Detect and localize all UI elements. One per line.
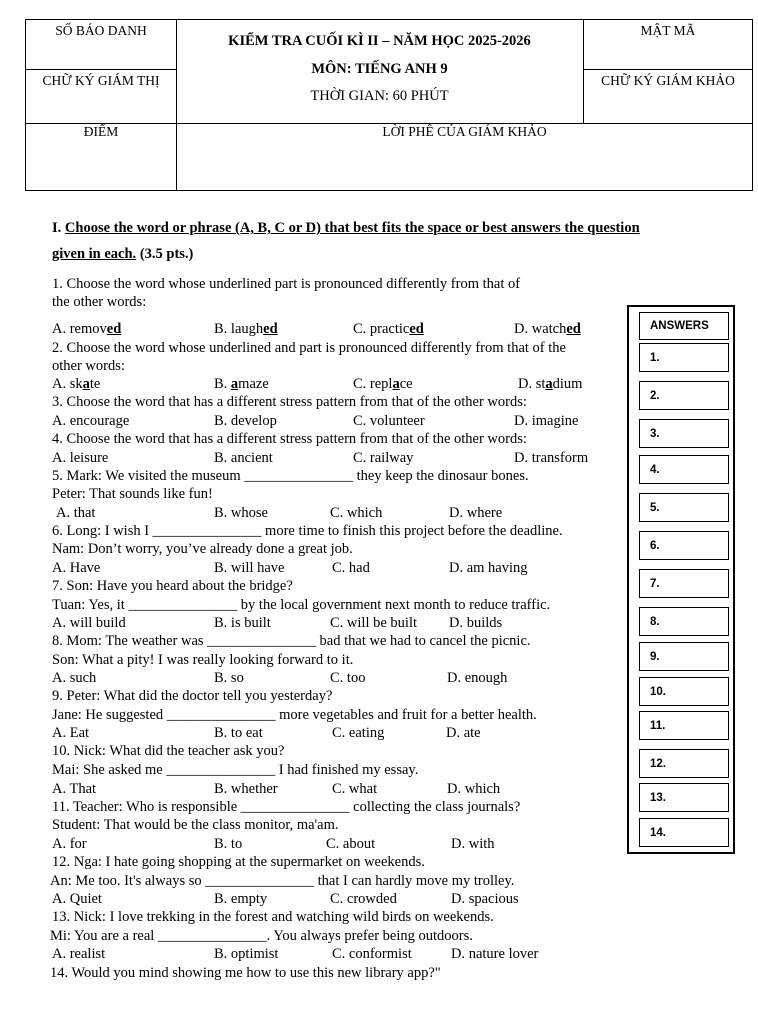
question-2-option-c: C. replace: [353, 376, 413, 392]
section-number: I.: [52, 220, 65, 236]
question-2-stem: 2. Choose the word whose underlined and part is pronounced differently from that of the: [52, 340, 566, 356]
question-12-option-b: B. empty: [214, 891, 268, 907]
question-4-option-b: B. ancient: [214, 450, 273, 466]
chu-ky-giam-thi-label: CHỮ KÝ GIÁM THỊ: [42, 73, 160, 88]
question-7-option-d: D. builds: [449, 615, 503, 631]
question-11-stem: 11. Teacher: Who is responsible _______________ collecting the class journals?: [52, 799, 521, 815]
question-13-stem: 13. Nick: I love trekking in the forest and watching wild birds on weekends.: [52, 909, 494, 925]
question-1-option-a: A. removed: [52, 321, 122, 337]
answer-slot-10[interactable]: 10.: [639, 677, 729, 706]
question-9-option-d: D. ate: [446, 725, 481, 741]
question-7-line2: Tuan: Yes, it _______________ by the local government next month to reduce traffic.: [52, 597, 551, 613]
question-8-line2: Son: What a pity! I was really looking forward to it.: [52, 652, 354, 668]
section-instruction-cont: [52, 246, 193, 263]
question-6-line2: Nam: Don’t worry, you’ve already done a great job.: [52, 541, 353, 557]
question-4-option-a: A. leisure: [52, 450, 109, 466]
question-7-option-b: B. is built: [214, 615, 271, 631]
answer-slot-1[interactable]: 1.: [639, 343, 729, 372]
question-5-option-d: D. where: [449, 505, 503, 521]
question-2-option-a: A. skate: [52, 376, 101, 392]
question-13-line2: Mi: You are a real _______________. You always prefer being outdoors.: [50, 928, 473, 944]
answer-slot-4[interactable]: 4.: [639, 455, 729, 484]
question-12-option-c: C. crowded: [330, 891, 397, 907]
section-instruction-line2: given in each.: [52, 246, 137, 262]
answer-slot-2[interactable]: 2.: [639, 381, 729, 410]
question-2-stem-cont: other words:: [52, 358, 125, 374]
question-11-option-d: D. with: [451, 836, 495, 852]
exam-header-table: [25, 19, 753, 191]
time-label: THỜI GIAN: 60 PHÚT: [310, 88, 449, 104]
question-1-stem-cont: the other words:: [52, 294, 147, 310]
section-instruction-line1: Choose the word or phrase (A, B, C or D) that best fits the space or best answers the question: [64, 220, 640, 236]
question-1-option-c: C. practiced: [353, 321, 424, 337]
question-5-option-b: B. whose: [214, 505, 268, 521]
answer-slot-9[interactable]: 9.: [639, 642, 729, 671]
question-3-option-a: A. encourage: [52, 413, 130, 429]
question-14-stem: 14. Would you mind showing me how to use this new library app?": [50, 965, 441, 981]
question-12-option-a: A. Quiet: [52, 891, 102, 907]
question-10-option-a: A. That: [52, 781, 97, 797]
question-9-line2: Jane: He suggested _______________ more vegetables and fruit for a better health.: [52, 707, 537, 723]
answer-slot-8[interactable]: 8.: [639, 607, 729, 636]
answer-slot-13[interactable]: 13.: [639, 783, 729, 812]
question-3-stem: 3. Choose the word that has a different stress pattern from that of the other words:: [52, 394, 527, 410]
answer-slot-7[interactable]: 7.: [639, 569, 729, 598]
question-7-stem: 7. Son: Have you heard about the bridge?: [52, 578, 293, 594]
loi-phe-label: LỜI PHÊ CỦA GIÁM KHẢO: [382, 124, 547, 139]
question-12-stem: 12. Nga: I hate going shopping at the supermarket on weekends.: [52, 854, 425, 870]
question-5-option-a: A. that: [56, 505, 96, 521]
question-3-option-c: C. volunteer: [353, 413, 425, 429]
section-points: (3.5 pts.): [136, 246, 194, 262]
so-bao-danh-label: SỐ BÁO DANH: [55, 23, 147, 38]
question-3-option-b: B. develop: [214, 413, 277, 429]
question-4-stem: 4. Choose the word that has a different stress pattern from that of the other words:: [52, 431, 527, 447]
question-10-line2: Mai: She asked me _______________ I had finished my essay.: [52, 762, 419, 778]
question-5-stem: 5. Mark: We visited the museum _______________ they keep the dinosaur bones.: [52, 468, 529, 484]
question-7-option-a: A. will build: [52, 615, 126, 631]
answer-slot-14[interactable]: 14.: [639, 818, 729, 847]
answers-title: ANSWERS: [639, 312, 729, 340]
question-10-option-b: B. whether: [214, 781, 278, 797]
chu-ky-giam-khao-label: CHỮ KÝ GIÁM KHẢO: [601, 73, 735, 88]
question-2-option-b: B. amaze: [214, 376, 269, 392]
exam-title: KIỂM TRA CUỐI KÌ II – NĂM HỌC 2025-2026: [228, 33, 531, 49]
header-divider: [26, 69, 176, 70]
question-5-option-c: C. which: [330, 505, 383, 521]
question-10-option-d: D. which: [447, 781, 501, 797]
question-6-option-d: D. am having: [449, 560, 528, 576]
answer-slot-11[interactable]: 11.: [639, 711, 729, 740]
question-12-option-d: D. spacious: [451, 891, 519, 907]
answer-slot-5[interactable]: 5.: [639, 493, 729, 522]
question-5-line2: Peter: That sounds like fun!: [52, 486, 213, 502]
question-8-option-b: B. so: [214, 670, 244, 686]
question-6-option-b: B. will have: [214, 560, 285, 576]
question-7-option-c: C. will be built: [330, 615, 417, 631]
question-11-option-c: C. about: [326, 836, 376, 852]
question-1-option-d: D. watched: [514, 321, 581, 337]
question-6-option-c: C. had: [332, 560, 370, 576]
mat-ma-label: MẬT MÃ: [640, 23, 696, 38]
question-2-option-d: D. stadium: [518, 376, 583, 392]
section-instruction: [52, 220, 640, 237]
question-9-option-a: A. Eat: [52, 725, 90, 741]
question-4-option-d: D. transform: [514, 450, 589, 466]
question-9-stem: 9. Peter: What did the doctor tell you yesterday?: [52, 688, 333, 704]
question-13-option-b: B. optimist: [214, 946, 279, 962]
header-divider: [583, 69, 753, 70]
answer-slot-6[interactable]: 6.: [639, 531, 729, 560]
question-11-option-b: B. to: [214, 836, 243, 852]
answer-box: [627, 305, 735, 854]
question-10-option-c: C. what: [332, 781, 378, 797]
question-3-option-d: D. imagine: [514, 413, 579, 429]
question-8-stem: 8. Mom: The weather was _______________ bad that we had to cancel the picnic.: [52, 633, 531, 649]
question-13-option-a: A. realist: [52, 946, 106, 962]
question-6-stem: 6. Long: I wish I _______________ more time to finish this project before the deadline.: [52, 523, 563, 539]
subject-label: MÔN: TIẾNG ANH 9: [311, 61, 448, 77]
question-13-option-c: C. conformist: [332, 946, 412, 962]
question-8-option-d: D. enough: [447, 670, 508, 686]
question-12-line2: An: Me too. It's always so _______________ that I can hardly move my trolley.: [50, 873, 515, 889]
question-1-stem: 1. Choose the word whose underlined part is pronounced differently from that of: [52, 276, 521, 292]
answer-slot-12[interactable]: 12.: [639, 749, 729, 778]
question-1-option-b: B. laughed: [214, 321, 278, 337]
question-8-option-a: A. such: [52, 670, 97, 686]
answer-slot-3[interactable]: 3.: [639, 419, 729, 448]
question-4-option-c: C. railway: [353, 450, 414, 466]
question-9-option-b: B. to eat: [214, 725, 263, 741]
question-6-option-a: A. Have: [52, 560, 101, 576]
question-11-option-a: A. for: [52, 836, 87, 852]
question-10-stem: 10. Nick: What did the teacher ask you?: [52, 743, 285, 759]
question-11-line2: Student: That would be the class monitor, ma'am.: [52, 817, 339, 833]
question-9-option-c: C. eating: [332, 725, 385, 741]
question-8-option-c: C. too: [330, 670, 366, 686]
question-13-option-d: D. nature lover: [451, 946, 539, 962]
diem-label: ĐIỂM: [83, 124, 119, 139]
